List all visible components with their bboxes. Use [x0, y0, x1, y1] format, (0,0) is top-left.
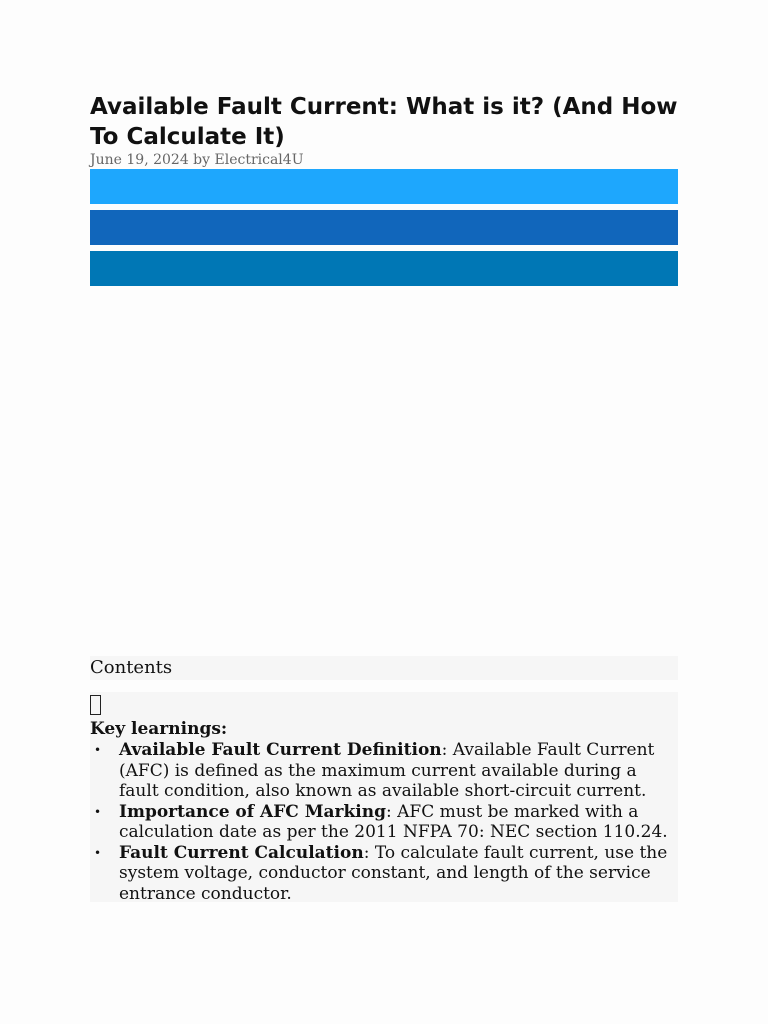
missing-glyph-icon: [90, 695, 101, 715]
article-header: [90, 92, 678, 286]
list-item-term: Fault Current Calculation: [119, 842, 364, 863]
list-item-text: : To calculate fault current, use the system voltage, conductor constant, and length of the service entrance conductor.: [119, 842, 668, 904]
list-item-text: : AFC must be marked with a calculation date as per the 2011 NFPA 70: NEC section 110.24.: [119, 801, 668, 842]
share-bar-2[interactable]: [90, 210, 678, 245]
key-learnings-list: [90, 740, 678, 904]
table-of-contents[interactable]: [90, 656, 678, 680]
share-bar-1[interactable]: [90, 169, 678, 204]
share-bar-3[interactable]: [90, 251, 678, 286]
list-item: [90, 843, 678, 905]
list-item: [90, 802, 678, 843]
post-meta: June 19, 2024 by Electrical4U: [90, 152, 304, 168]
key-learnings-box: [90, 692, 678, 902]
toc-title[interactable]: Contents: [90, 657, 173, 678]
list-item-term: Importance of AFC Marking: [119, 801, 386, 822]
list-item-text: : Available Fault Current (AFC) is defined as the maximum current available during a fault condition, also known as available short-circuit current.: [119, 740, 655, 801]
list-item-term: Available Fault Current Definition: [119, 740, 442, 760]
page-title: Available Fault Current: What is it? (And How To Calculate It): [90, 94, 678, 150]
key-learnings-heading: Key learnings:: [90, 719, 228, 739]
list-item: [90, 740, 678, 802]
